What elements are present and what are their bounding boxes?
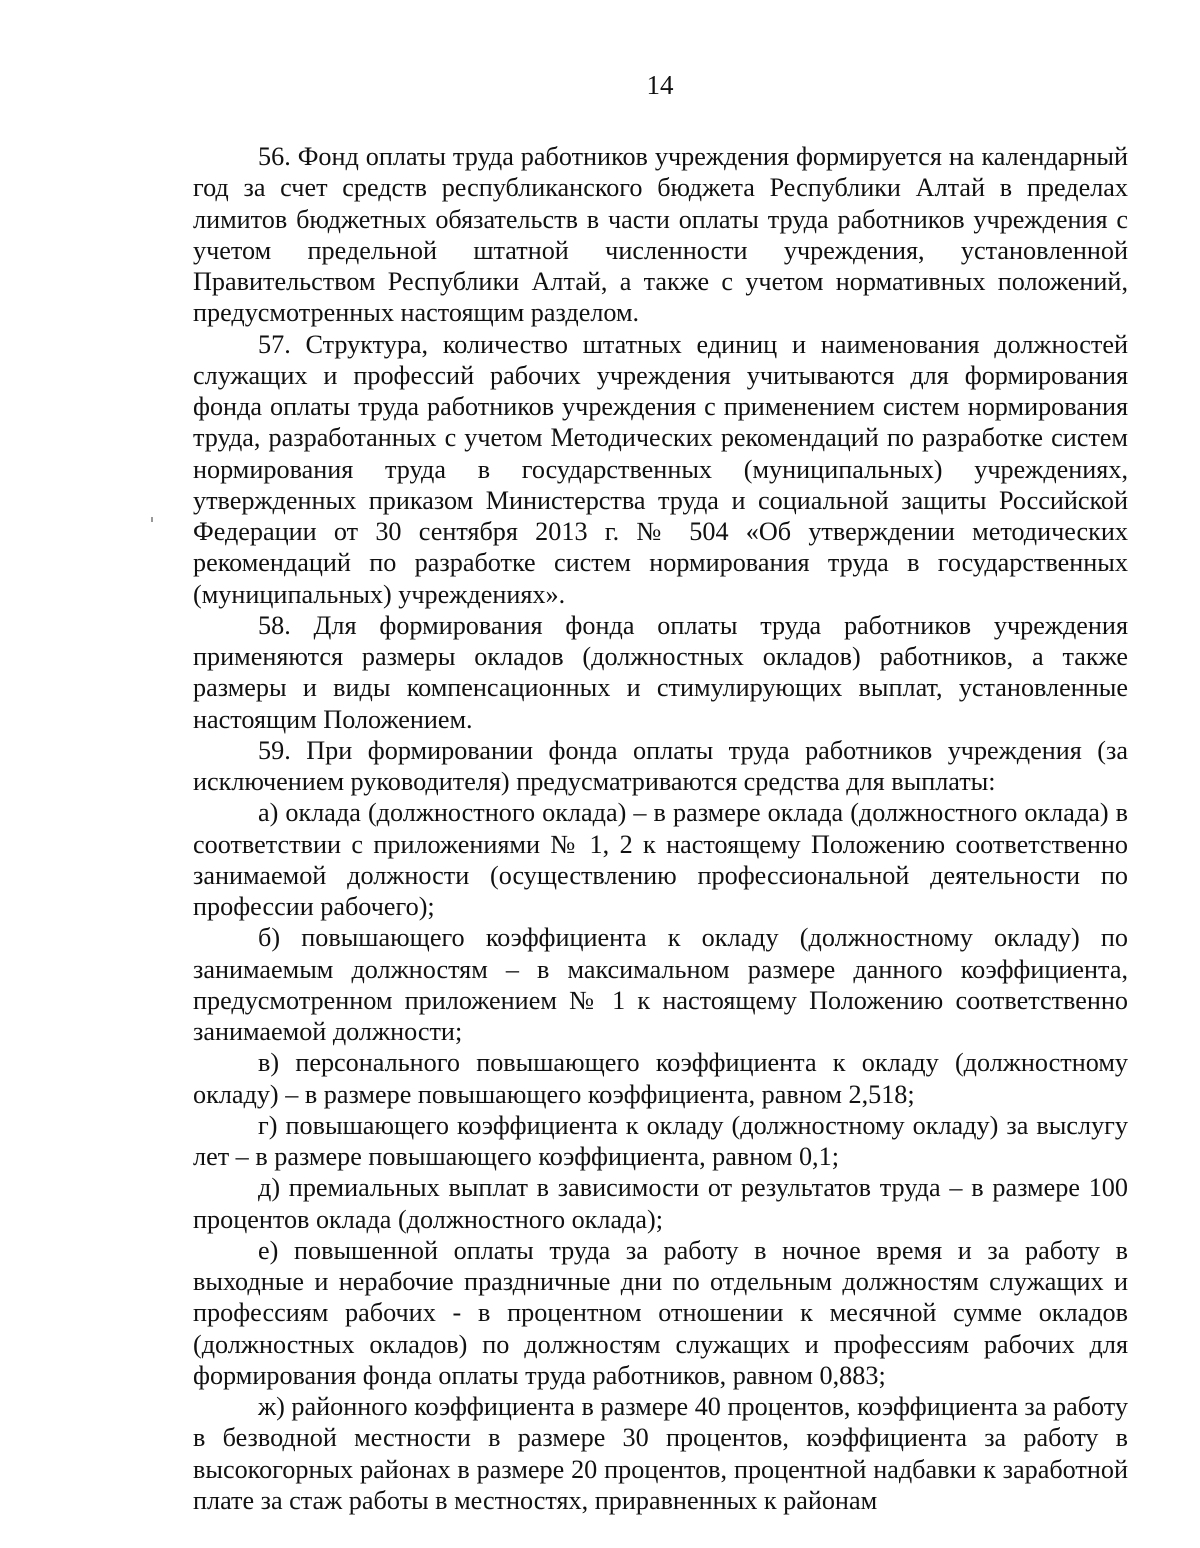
scan-artifact: [151, 517, 153, 522]
list-item-zh: ж) районного коэффициента в размере 40 процентов, коэффициента за работу в безводной местности в размере 30 процентов, коэффициента за работу в высокогорных районах в размере 20 процентов, процентной надбавки к заработной плате за стаж работы в местностях, приравненных к районам: [193, 1392, 1128, 1515]
paragraph-59: 59. При формировании фонда оплаты труда работников учреждения (за исключением руководителя) предусматриваются средства для выплаты:: [193, 735, 1128, 796]
list-item-b: б) повышающего коэффициента к окладу (должностному окладу) по занимаемым должностям – в максимальном размере данного коэффициента, предусмотренном приложением № 1 к настоящему Положению соответственно занимаемой должности;: [193, 923, 1128, 1046]
page-number: 14: [646, 70, 674, 100]
paragraph-57: 57. Структура, количество штатных единиц и наименования должностей служащих и профессий рабочих учреждения учитываются для формирования фонда оплаты труда работников учреждения с применением систем нормирования труда, разработанных с учетом Методических рекомендаций по разработке систем нормирования труда в государственных (муниципальных) учреждениях, утвержденных приказом Министерства труда и социальной защиты Российской Федерации от 30 сентября 2013 г. № 504 «Об утверждении методических рекомендаций по разработке систем нормирования труда в государственных (муниципальных) учреждениях».: [193, 329, 1128, 609]
list-item-v: в) персонального повышающего коэффициента к окладу (должностному окладу) – в размере повышающего коэффициента, равном 2,518;: [193, 1048, 1128, 1109]
paragraph-56: 56. Фонд оплаты труда работников учреждения формируется на календарный год за счет средств республиканского бюджета Республики Алтай в пределах лимитов бюджетных обязательств в части оплаты труда работников учреждения с учетом предельной штатной численности учреждения, установленной Правительством Республики Алтай, а также с учетом нормативных положений, предусмотренных настоящим разделом.: [193, 142, 1128, 328]
list-item-g: г) повышающего коэффициента к окладу (должностному окладу) за выслугу лет – в размере повышающего коэффициента, равном 0,1;: [193, 1110, 1128, 1171]
paragraph-58: 58. Для формирования фонда оплаты труда работников учреждения применяются размеры окладов (должностных окладов) работников, а также размеры и виды компенсационных и стимулирующих выплат, установленные настоящим Положением.: [193, 610, 1128, 734]
list-item-d: д) премиальных выплат в зависимости от результатов труда – в размере 100 процентов оклада (должностного оклада);: [193, 1173, 1128, 1234]
document-body: [193, 141, 1128, 1516]
list-item-a: а) оклада (должностного оклада) – в размере оклада (должностного оклада) в соответствии с приложениями № 1, 2 к настоящему Положению соответственно занимаемой должности (осуществлению профессиональной деятельности по профессии рабочего);: [193, 798, 1128, 921]
list-item-e: е) повышенной оплаты труда за работу в ночное время и за работу в выходные и нерабочие праздничные дни по отдельным должностям служащих и профессиям рабочих - в процентном отношении к месячной сумме окладов (должностных окладов) по должностям служащих и профессиям рабочих для формирования фонда оплаты труда работников, равном 0,883;: [193, 1235, 1128, 1390]
